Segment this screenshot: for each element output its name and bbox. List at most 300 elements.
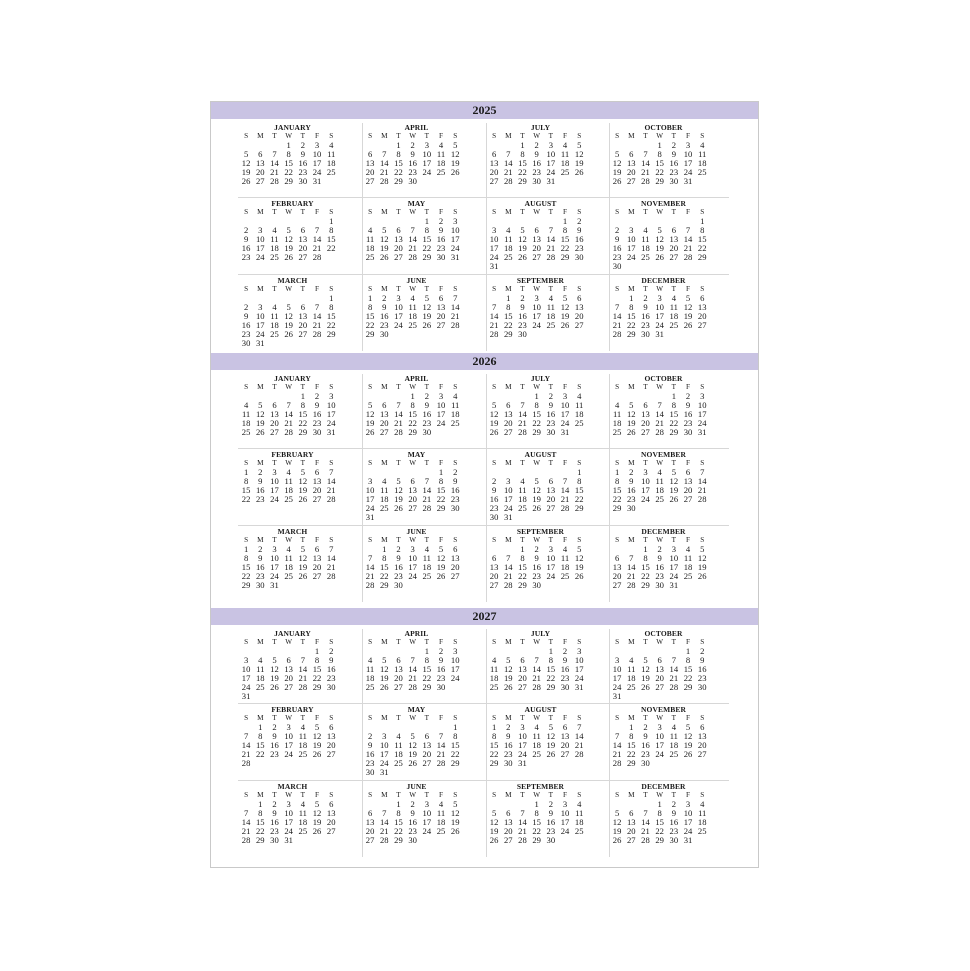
day-number: 10 — [270, 553, 279, 563]
day-number: 10 — [546, 553, 556, 563]
day-number: 24 — [422, 826, 432, 836]
weekday-label: T — [300, 791, 306, 799]
day-number: 20 — [489, 571, 499, 581]
day-number: 30 — [669, 835, 679, 845]
day-number: 24 — [450, 243, 460, 253]
empty-day — [624, 262, 638, 271]
day-number: 26 — [532, 503, 541, 513]
weekday-label: S — [368, 791, 373, 799]
day-number: 18 — [270, 320, 279, 330]
day-number: 17 — [326, 409, 336, 419]
weekday-label: F — [686, 459, 691, 467]
day-number: 16 — [546, 409, 556, 419]
day-number: 12 — [394, 485, 403, 495]
day-number: 11 — [270, 311, 279, 321]
day-number: 2 — [329, 646, 334, 656]
day-number: 7 — [491, 302, 497, 312]
day-number: 28 — [683, 252, 693, 262]
day-number: 30 — [655, 580, 664, 590]
day-number: 19 — [683, 311, 693, 321]
day-number: 18 — [450, 409, 460, 419]
month-may — [363, 450, 470, 526]
day-number: 24 — [270, 494, 279, 504]
day-number: 12 — [683, 302, 693, 312]
day-number: 26 — [683, 749, 693, 759]
day-number: 27 — [312, 571, 322, 581]
empty-day — [501, 262, 515, 271]
weekday-label: T — [548, 536, 554, 544]
day-number: 6 — [548, 476, 553, 486]
day-number: 24 — [422, 167, 432, 177]
weekday-label: T — [643, 383, 648, 391]
day-number: 18 — [546, 311, 556, 321]
weekday-label: S — [700, 714, 705, 722]
weekday-label: M — [381, 383, 388, 391]
day-number: 30 — [255, 580, 265, 590]
day-number: 14 — [503, 562, 513, 572]
day-number: 23 — [560, 673, 570, 683]
empty-day — [544, 581, 558, 590]
day-number: 8 — [438, 476, 444, 486]
weekday-label: S — [577, 208, 582, 216]
day-number: 12 — [422, 302, 432, 312]
day-number: 21 — [312, 320, 322, 330]
day-number: 25 — [532, 749, 541, 759]
month-name: SEPTEMBER — [516, 527, 565, 536]
day-number: 20 — [626, 167, 636, 177]
day-number: 2 — [643, 722, 648, 732]
day-number: 4 — [506, 225, 511, 235]
day-number: 10 — [422, 149, 432, 159]
day-number: 20 — [365, 167, 375, 177]
day-number: 22 — [518, 167, 527, 177]
weekday-label: S — [700, 132, 705, 140]
empty-day — [653, 262, 667, 271]
day-number: 8 — [685, 655, 691, 665]
day-number: 7 — [685, 225, 691, 235]
day-number: 5 — [643, 655, 648, 665]
weekday-label: F — [563, 536, 568, 544]
day-number: 16 — [326, 664, 336, 674]
weekday-label: T — [643, 536, 648, 544]
day-number: 14 — [326, 476, 336, 486]
day-number: 8 — [329, 302, 334, 312]
day-number: 19 — [612, 826, 622, 836]
day-number: 7 — [243, 808, 249, 818]
month-march — [239, 527, 346, 603]
day-number: 14 — [241, 740, 251, 750]
weekday-label: S — [368, 714, 373, 722]
day-number: 29 — [489, 758, 499, 768]
day-number: 6 — [329, 799, 334, 809]
day-number: 25 — [436, 826, 446, 836]
day-number: 31 — [683, 835, 693, 845]
day-number: 1 — [562, 216, 568, 226]
day-number: 8 — [629, 731, 634, 741]
day-number: 17 — [255, 320, 265, 330]
day-number: 25 — [436, 167, 446, 177]
day-number: 5 — [453, 140, 458, 150]
day-number: 30 — [379, 329, 389, 339]
day-number: 15 — [697, 234, 707, 244]
day-number: 6 — [329, 722, 334, 732]
weekday-label: S — [577, 132, 582, 140]
day-number: 5 — [614, 808, 620, 818]
year-grid — [211, 370, 758, 604]
day-number: 14 — [394, 409, 403, 419]
empty-day — [681, 581, 695, 590]
day-number: 5 — [243, 149, 249, 159]
empty-day — [695, 262, 709, 271]
day-number: 6 — [314, 467, 320, 477]
day-number: 28 — [641, 835, 650, 845]
day-number: 11 — [270, 234, 279, 244]
day-number: 28 — [612, 758, 622, 768]
day-number: 20 — [270, 418, 279, 428]
day-number: 23 — [312, 418, 322, 428]
weekday-label: T — [396, 459, 401, 467]
day-number: 21 — [326, 485, 336, 495]
day-number: 11 — [284, 476, 293, 486]
day-number: 14 — [697, 476, 707, 486]
day-number: 15 — [408, 409, 417, 419]
day-number: 23 — [326, 673, 336, 683]
weekday-label: S — [577, 638, 582, 646]
day-number: 15 — [532, 409, 541, 419]
day-number: 13 — [532, 234, 541, 244]
day-number: 6 — [577, 293, 582, 303]
day-number: 28 — [326, 571, 336, 581]
weekday-label: S — [615, 132, 620, 140]
weekday-label: M — [257, 383, 264, 391]
weekday-label: T — [300, 285, 306, 293]
day-number: 4 — [272, 302, 277, 312]
day-number: 3 — [629, 225, 634, 235]
day-number: 24 — [284, 749, 293, 759]
day-number: 31 — [518, 758, 527, 768]
weekday-label: T — [548, 285, 554, 293]
weekday-label: T — [643, 638, 648, 646]
day-number: 4 — [424, 544, 429, 554]
day-number: 2 — [562, 646, 568, 656]
day-number: 4 — [491, 655, 497, 665]
day-number: 19 — [532, 494, 541, 504]
day-number: 10 — [655, 731, 664, 741]
day-number: 24 — [574, 673, 584, 683]
day-number: 5 — [314, 799, 320, 809]
day-number: 5 — [314, 722, 320, 732]
day-number: 14 — [574, 731, 584, 741]
day-number: 21 — [697, 485, 707, 495]
day-number: 11 — [365, 664, 375, 674]
day-number: 1 — [424, 646, 429, 656]
weekday-label: S — [577, 383, 582, 391]
day-number: 13 — [450, 553, 460, 563]
week-row — [487, 513, 594, 522]
day-number: 29 — [574, 503, 584, 513]
weekday-label: S — [615, 791, 620, 799]
day-number: 7 — [300, 655, 305, 665]
day-number: 4 — [562, 140, 568, 150]
day-number: 24 — [532, 320, 541, 330]
day-number: 28 — [436, 758, 446, 768]
day-number: 21 — [270, 167, 279, 177]
weekday-label: M — [381, 208, 388, 216]
weekday-label: T — [396, 536, 401, 544]
weekday-label: F — [439, 132, 444, 140]
day-number: 12 — [612, 817, 622, 827]
weekday-label: T — [643, 714, 648, 722]
day-number: 16 — [669, 158, 679, 168]
day-number: 15 — [626, 740, 636, 750]
day-number: 28 — [546, 252, 556, 262]
day-number: 16 — [365, 749, 375, 759]
weekday-label: S — [700, 638, 705, 646]
day-number: 4 — [438, 140, 444, 150]
empty-day — [310, 759, 324, 768]
day-number: 5 — [453, 799, 458, 809]
day-number: 17 — [450, 664, 460, 674]
weekday-label: T — [272, 536, 277, 544]
week-row — [363, 836, 470, 845]
day-number: 18 — [655, 485, 664, 495]
day-number: 26 — [626, 427, 636, 437]
week-row — [487, 836, 594, 845]
day-number: 7 — [410, 655, 415, 665]
day-number: 24 — [450, 673, 460, 683]
day-number: 11 — [365, 234, 375, 244]
day-number: 11 — [560, 149, 570, 159]
day-number: 15 — [436, 485, 446, 495]
month-july — [487, 123, 594, 199]
month-name: JANUARY — [274, 123, 311, 132]
day-number: 17 — [546, 158, 556, 168]
weekday-label: T — [643, 208, 648, 216]
day-number: 11 — [575, 400, 584, 410]
day-number: 26 — [365, 427, 375, 437]
day-number: 7 — [534, 655, 539, 665]
empty-day — [667, 330, 681, 339]
weekday-label: T — [424, 536, 430, 544]
weekday-label: S — [615, 285, 620, 293]
day-number: 13 — [312, 476, 322, 486]
weekday-label: S — [700, 208, 705, 216]
month-name: AUGUST — [524, 450, 557, 459]
weekday-label: T — [272, 383, 277, 391]
empty-day — [310, 339, 324, 348]
weekday-label: S — [453, 132, 458, 140]
day-number: 5 — [382, 225, 387, 235]
day-number: 2 — [314, 391, 320, 401]
weekday-label: F — [315, 383, 320, 391]
day-number: 9 — [643, 731, 648, 741]
month-november — [610, 450, 717, 526]
day-number: 28 — [641, 176, 650, 186]
day-number: 9 — [410, 149, 415, 159]
weekday-label: W — [285, 714, 293, 722]
day-number: 12 — [284, 234, 293, 244]
day-number: 1 — [382, 544, 387, 554]
weekday-label: S — [453, 791, 458, 799]
day-number: 27 — [655, 682, 664, 692]
week-row — [487, 759, 594, 768]
weekday-label: T — [671, 714, 677, 722]
year-header: 2026 — [211, 353, 758, 370]
day-number: 14 — [379, 158, 389, 168]
day-number: 24 — [683, 826, 693, 836]
day-number: 22 — [284, 167, 293, 177]
day-number: 14 — [436, 740, 446, 750]
empty-day — [572, 330, 586, 339]
day-number: 3 — [685, 140, 691, 150]
day-number: 11 — [504, 234, 513, 244]
day-number: 15 — [489, 740, 499, 750]
day-number: 6 — [396, 225, 401, 235]
day-number: 20 — [612, 571, 622, 581]
day-number: 29 — [546, 682, 556, 692]
day-number: 30 — [408, 176, 417, 186]
day-number: 12 — [612, 158, 622, 168]
day-number: 7 — [243, 731, 249, 741]
day-number: 5 — [491, 400, 497, 410]
week-row — [487, 428, 594, 437]
day-number: 17 — [408, 562, 417, 572]
day-number: 5 — [614, 149, 620, 159]
empty-day — [695, 836, 709, 845]
day-number: 24 — [436, 418, 446, 428]
day-number: 30 — [626, 503, 636, 513]
day-number: 6 — [300, 225, 305, 235]
day-number: 2 — [438, 646, 444, 656]
day-number: 21 — [365, 571, 375, 581]
day-number: 8 — [534, 400, 539, 410]
day-number: 26 — [422, 320, 432, 330]
day-number: 22 — [641, 571, 650, 581]
day-number: 14 — [284, 409, 293, 419]
weekday-label: W — [656, 638, 664, 646]
day-number: 28 — [422, 503, 432, 513]
day-number: 12 — [450, 149, 460, 159]
day-number: 21 — [532, 673, 541, 683]
day-number: 24 — [326, 418, 336, 428]
empty-day — [681, 504, 695, 513]
day-number: 16 — [503, 740, 513, 750]
day-number: 16 — [312, 409, 322, 419]
day-number: 25 — [326, 167, 336, 177]
day-number: 23 — [532, 167, 541, 177]
empty-day — [695, 759, 709, 768]
day-number: 14 — [312, 311, 322, 321]
day-number: 23 — [503, 749, 513, 759]
day-number: 7 — [329, 467, 334, 477]
day-number: 6 — [614, 553, 620, 563]
day-number: 18 — [365, 243, 375, 253]
day-number: 20 — [298, 243, 308, 253]
day-number: 7 — [614, 302, 620, 312]
day-number: 4 — [367, 655, 373, 665]
day-number: 6 — [562, 722, 568, 732]
weekday-label: T — [548, 638, 554, 646]
month-december — [610, 276, 717, 352]
empty-day — [530, 330, 544, 339]
empty-day — [667, 692, 681, 701]
day-number: 10 — [697, 400, 707, 410]
day-number: 21 — [612, 749, 622, 759]
day-number: 8 — [534, 808, 539, 818]
day-number: 30 — [532, 580, 541, 590]
day-number: 16 — [683, 409, 693, 419]
weekday-label: F — [315, 714, 320, 722]
day-number: 31 — [312, 176, 322, 186]
day-number: 2 — [410, 799, 415, 809]
day-number: 14 — [626, 562, 636, 572]
day-number: 11 — [489, 664, 499, 674]
weekday-label: M — [257, 536, 264, 544]
day-number: 1 — [614, 467, 620, 477]
day-number: 9 — [657, 553, 662, 563]
month-name: NOVEMBER — [641, 705, 686, 714]
weekday-label: W — [656, 383, 664, 391]
day-number: 24 — [669, 571, 679, 581]
day-number: 3 — [424, 799, 429, 809]
day-number: 26 — [255, 427, 265, 437]
month-name: DECEMBER — [641, 527, 686, 536]
weekday-label: T — [643, 132, 648, 140]
day-number: 4 — [286, 544, 291, 554]
day-number: 25 — [697, 167, 707, 177]
weekday-label: S — [492, 638, 497, 646]
day-number: 6 — [629, 149, 634, 159]
weekday-label: S — [368, 132, 373, 140]
empty-day — [572, 836, 586, 845]
day-number: 6 — [491, 149, 497, 159]
day-number: 21 — [655, 418, 664, 428]
day-number: 15 — [422, 234, 432, 244]
day-number: 13 — [546, 485, 556, 495]
day-number: 11 — [575, 808, 584, 818]
day-number: 3 — [562, 391, 568, 401]
day-number: 7 — [548, 225, 553, 235]
empty-day — [420, 513, 434, 522]
month-name: FEBRUARY — [271, 705, 314, 714]
empty-day — [448, 177, 462, 186]
day-number: 11 — [683, 553, 693, 563]
weekday-label: S — [577, 791, 582, 799]
day-number: 20 — [489, 167, 499, 177]
day-number: 31 — [270, 580, 279, 590]
day-number: 12 — [255, 409, 265, 419]
day-number: 3 — [548, 140, 553, 150]
day-number: 18 — [669, 740, 679, 750]
week-row — [610, 262, 717, 271]
day-number: 13 — [503, 817, 513, 827]
day-number: 10 — [532, 302, 541, 312]
day-number: 3 — [258, 225, 263, 235]
day-number: 5 — [700, 544, 705, 554]
day-number: 28 — [379, 835, 389, 845]
day-number: 18 — [697, 158, 707, 168]
day-number: 4 — [614, 400, 620, 410]
weekday-label: M — [257, 285, 264, 293]
day-number: 19 — [394, 494, 403, 504]
day-number: 22 — [365, 320, 375, 330]
empty-day — [282, 581, 296, 590]
weekday-label: T — [300, 383, 306, 391]
day-number: 16 — [422, 409, 432, 419]
day-number: 21 — [422, 494, 432, 504]
month-april — [363, 374, 470, 450]
day-number: 17 — [284, 740, 293, 750]
